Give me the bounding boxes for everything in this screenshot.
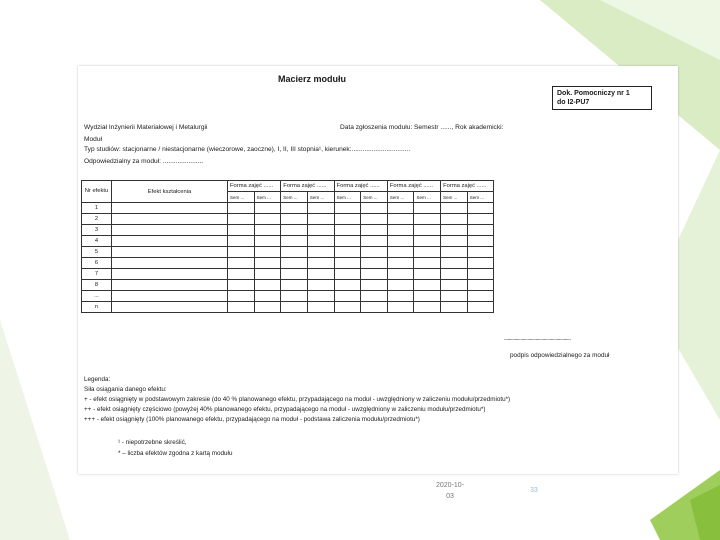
matrix-cell <box>281 269 308 280</box>
matrix-cell <box>467 214 494 225</box>
table-header-row <box>82 181 601 192</box>
header-semester: Sem ... <box>307 192 334 203</box>
matrix-cell <box>254 269 281 280</box>
matrix-cell <box>307 214 334 225</box>
matrix-cell <box>334 302 361 313</box>
date-line-2: 03 <box>446 493 454 500</box>
matrix-cell <box>228 302 255 313</box>
matrix-cell <box>307 269 334 280</box>
matrix-cell <box>467 236 494 247</box>
footnote-2: * – liczba efektów zgodna z kartą modułu <box>118 450 233 457</box>
matrix-cell <box>254 247 281 258</box>
matrix-cell <box>254 236 281 247</box>
matrix-cell <box>254 225 281 236</box>
matrix-cell <box>228 269 255 280</box>
matrix-cell <box>361 203 388 214</box>
bottom-right-arrow <box>650 470 720 540</box>
matrix-cell <box>228 214 255 225</box>
date-line-1: 2020-10- <box>436 482 465 489</box>
legend-title: Legenda: <box>84 376 111 383</box>
header-semester: Sem ... <box>387 192 414 203</box>
doc-title: Macierz modułu <box>278 74 347 84</box>
header-form-4: Forma zajęć ...... <box>387 181 440 192</box>
matrix-cell <box>228 291 255 302</box>
matrix-cell <box>281 225 308 236</box>
matrix-cell <box>361 236 388 247</box>
matrix-cell <box>334 291 361 302</box>
matrix-cell <box>361 269 388 280</box>
module-line: Moduł <box>84 136 102 143</box>
matrix-cell <box>307 280 334 291</box>
effect-number: 2 <box>82 214 112 225</box>
faculty-name: Wydział Inżynierii Materiałowej i Metalurgii <box>84 124 208 131</box>
table-row <box>82 203 601 214</box>
matrix-cell <box>112 214 228 225</box>
responsible-line: Odpowiedzialny za moduł: ...................... <box>84 158 204 165</box>
matrix-cell <box>441 214 468 225</box>
table-row <box>82 236 601 247</box>
matrix-table <box>81 180 601 313</box>
matrix-cell <box>281 247 308 258</box>
effect-number: 3 <box>82 225 112 236</box>
matrix-cell <box>307 291 334 302</box>
matrix-cell <box>254 291 281 302</box>
legend-line-2: + - efekt osiągnięty w podstawowym zakresie (do 40 % planowanego efektu, przypadającego na moduł - uwzględniony w zaliczeniu modułu/przedmiotu*) <box>84 396 511 403</box>
header-semester: Sem ... <box>441 192 468 203</box>
matrix-cell <box>112 236 228 247</box>
header-nr-effect: Nr efektu <box>82 181 112 203</box>
matrix-cell <box>281 291 308 302</box>
matrix-cell <box>307 225 334 236</box>
matrix-cell <box>387 225 414 236</box>
header-semester: Sem ... <box>467 192 494 203</box>
matrix-cell <box>307 247 334 258</box>
matrix-cell <box>467 291 494 302</box>
header-form-3: Forma zajęć ...... <box>334 181 387 192</box>
matrix-cell <box>307 302 334 313</box>
header-learning-effect: Efekt kształcenia <box>112 181 228 203</box>
slide-page-number: 33 <box>530 487 538 494</box>
matrix-cell <box>387 291 414 302</box>
matrix-cell <box>281 214 308 225</box>
matrix-cell <box>334 225 361 236</box>
study-type-line: Typ studiów: stacjonarne / niestacjonarne (wieczorowe, zaoczne), I, II, III stopnia¹, kierunek:................................ <box>84 146 411 153</box>
matrix-cell <box>414 302 441 313</box>
matrix-cell <box>441 258 468 269</box>
matrix-cell <box>414 291 441 302</box>
legend-line-3: ++ - efekt osiągnięty częściowo (powyżej 40% planowanego efektu, przypadającego na moduł - uwzględniony w zaliczeniu modułu/przedmiotu*) <box>84 406 486 413</box>
matrix-cell <box>254 302 281 313</box>
matrix-cell <box>441 236 468 247</box>
matrix-cell <box>414 225 441 236</box>
matrix-cell <box>467 225 494 236</box>
table-row <box>82 258 601 269</box>
matrix-cell <box>441 247 468 258</box>
header-semester: Sem ... <box>414 192 441 203</box>
signature-line: ......................................................... <box>504 336 571 342</box>
matrix-cell <box>387 258 414 269</box>
matrix-cell <box>387 236 414 247</box>
matrix-cell <box>414 236 441 247</box>
matrix-cell <box>281 236 308 247</box>
matrix-cell <box>387 269 414 280</box>
matrix-cell <box>228 203 255 214</box>
matrix-cell <box>414 258 441 269</box>
matrix-cell <box>361 291 388 302</box>
effect-number: n <box>82 302 112 313</box>
table-row <box>82 247 601 258</box>
matrix-cell <box>467 203 494 214</box>
table-row <box>82 269 601 280</box>
matrix-cell <box>361 280 388 291</box>
aux-document-box <box>552 86 652 110</box>
matrix-cell <box>334 203 361 214</box>
table-row <box>82 280 601 291</box>
matrix-cell <box>441 302 468 313</box>
matrix-cell <box>467 269 494 280</box>
matrix-cell <box>414 247 441 258</box>
table-row <box>82 291 601 302</box>
matrix-cell <box>387 214 414 225</box>
matrix-cell <box>334 247 361 258</box>
matrix-cell <box>361 302 388 313</box>
aux-line-2: do I2-PU7 <box>557 99 590 106</box>
header-semester: Sem ... <box>361 192 388 203</box>
matrix-cell <box>112 302 228 313</box>
matrix-cell <box>254 280 281 291</box>
matrix-cell <box>112 225 228 236</box>
matrix-cell <box>112 203 228 214</box>
matrix-cell <box>441 269 468 280</box>
matrix-cell <box>254 258 281 269</box>
matrix-cell <box>467 258 494 269</box>
matrix-cell <box>112 247 228 258</box>
matrix-cell <box>467 302 494 313</box>
matrix-cell <box>387 203 414 214</box>
bottom-left-facet <box>0 320 70 540</box>
legend-line-4: +++ - efekt osiągnięty (100% planowanego efektu, przypadającego na moduł - podstawa zaliczenia modułu/przedmiotu*) <box>84 416 420 423</box>
footnote-1: ¹ - niepotrzebne skreślić, <box>118 439 187 446</box>
matrix-cell <box>334 236 361 247</box>
matrix-cell <box>228 280 255 291</box>
effect-number: 1 <box>82 203 112 214</box>
matrix-cell <box>112 269 228 280</box>
matrix-cell <box>361 258 388 269</box>
matrix-cell <box>112 258 228 269</box>
matrix-cell <box>112 280 228 291</box>
matrix-cell <box>467 247 494 258</box>
header-semester: Sem ... <box>254 192 281 203</box>
slide-date <box>436 480 464 502</box>
matrix-cell <box>334 280 361 291</box>
matrix-cell <box>112 291 228 302</box>
matrix-cell <box>387 302 414 313</box>
matrix-cell <box>361 214 388 225</box>
effect-number: 7 <box>82 269 112 280</box>
matrix-cell <box>281 280 308 291</box>
matrix-cell <box>334 214 361 225</box>
table-row <box>82 302 601 313</box>
matrix-cell <box>414 203 441 214</box>
matrix-cell <box>414 280 441 291</box>
table-row <box>82 225 601 236</box>
matrix-cell <box>228 247 255 258</box>
matrix-cell <box>307 236 334 247</box>
matrix-cell <box>441 225 468 236</box>
effect-number: 8 <box>82 280 112 291</box>
matrix-cell <box>387 280 414 291</box>
document-page <box>78 66 678 474</box>
header-form-1: Forma zajęć ...... <box>228 181 281 192</box>
matrix-cell <box>281 302 308 313</box>
header-form-2: Forma zajęć ...... <box>281 181 334 192</box>
header-semester: Sem ... <box>228 192 255 203</box>
signature-label: podpis odpowiedzialnego za moduł <box>510 352 610 359</box>
matrix-cell <box>414 269 441 280</box>
effect-number: ... <box>82 291 112 302</box>
effect-number: 6 <box>82 258 112 269</box>
matrix-cell <box>414 214 441 225</box>
matrix-cell <box>441 203 468 214</box>
matrix-cell <box>361 225 388 236</box>
matrix-cell <box>281 203 308 214</box>
effect-number: 4 <box>82 236 112 247</box>
faculty-line <box>84 124 207 131</box>
aux-line-1: Dok. Pomocniczy nr 1 <box>557 90 630 97</box>
matrix-cell <box>254 203 281 214</box>
header-form-5: Forma zajęć ...... <box>441 181 494 192</box>
matrix-cell <box>441 280 468 291</box>
matrix-cell <box>361 247 388 258</box>
matrix-cell <box>334 269 361 280</box>
table-row <box>82 214 601 225</box>
submission-date: Data zgłoszenia modułu: Semestr ......, Rok akademicki: <box>340 124 504 131</box>
matrix-cell <box>387 247 414 258</box>
effect-number: 5 <box>82 247 112 258</box>
header-semester: Sem ... <box>334 192 361 203</box>
matrix-cell <box>228 225 255 236</box>
matrix-cell <box>228 236 255 247</box>
legend-line-1: Siła osiągania danego efektu: <box>84 386 167 393</box>
matrix-cell <box>441 291 468 302</box>
matrix-cell <box>467 280 494 291</box>
matrix-cell <box>307 203 334 214</box>
matrix-cell <box>307 258 334 269</box>
matrix-cell <box>281 258 308 269</box>
matrix-cell <box>254 214 281 225</box>
matrix-cell <box>228 258 255 269</box>
header-semester: Sem ... <box>281 192 308 203</box>
matrix-cell <box>334 258 361 269</box>
